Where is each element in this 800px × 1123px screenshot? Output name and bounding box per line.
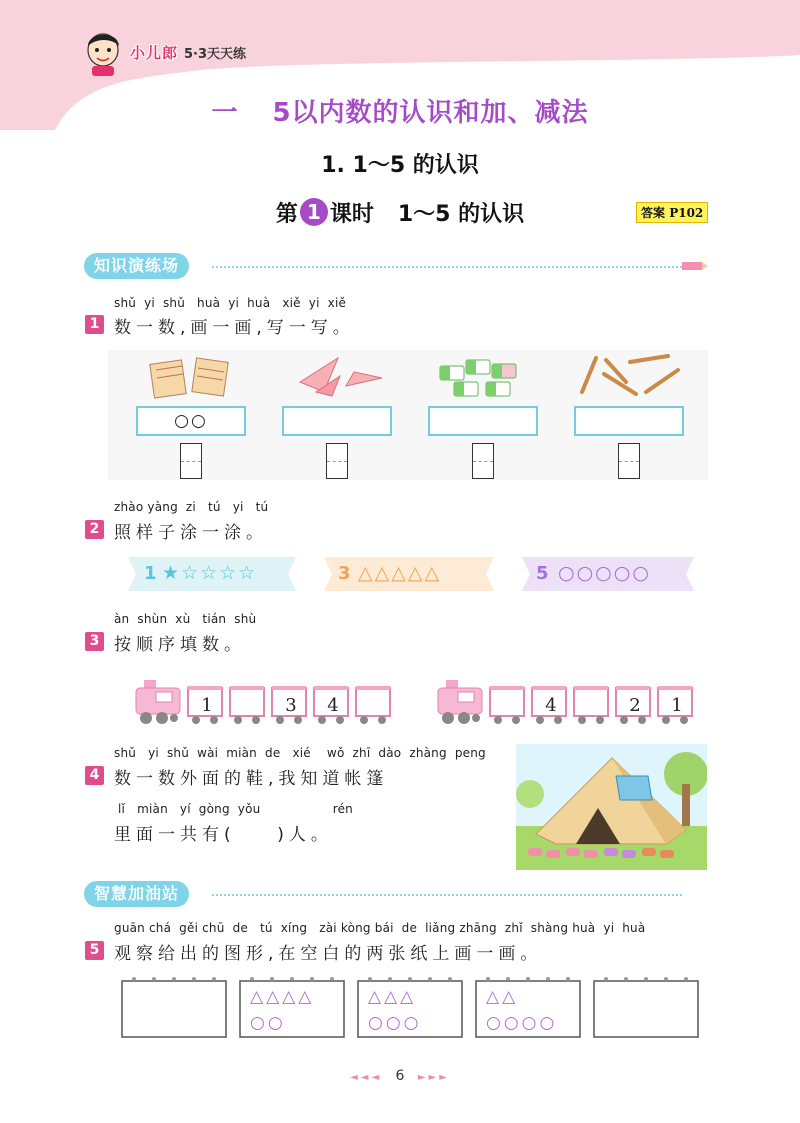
q3-pinyin: àn shùn xù tián shù xyxy=(114,612,257,626)
q1-draw-box-1[interactable]: ○○ xyxy=(136,406,246,436)
prev-arrows-icon: ◄◄◄ xyxy=(350,1072,383,1083)
q1-write-box-2[interactable] xyxy=(326,443,348,479)
pencil-icon xyxy=(682,262,708,270)
paper-4-triangles: △△ xyxy=(486,987,519,1007)
unit-number: 一 xyxy=(211,98,239,128)
section-title: 1. 1～5 的认识 xyxy=(321,153,479,178)
q4-text-line2[interactable]: 里面一共有( )人。 xyxy=(114,825,333,845)
erasers-icon xyxy=(436,356,526,400)
q5-paper-3 xyxy=(356,975,464,1039)
ribbon-1-number: 1 xyxy=(144,563,157,584)
q5-paper-2 xyxy=(238,975,346,1039)
train-2-car-2[interactable]: 4 xyxy=(545,695,557,716)
train-1-car-1[interactable]: 1 xyxy=(201,695,213,716)
q5-paper-blank-2[interactable] xyxy=(592,975,700,1039)
q4-pinyin-line2: lǐ miàn yí gòng yǒu rén xyxy=(118,802,353,816)
answer-label: 答案 xyxy=(641,206,666,220)
unit-title-text: 5以内数的认识和加、减法 xyxy=(272,98,589,128)
lesson-suffix: 课时 xyxy=(329,202,374,227)
q2-number: 2 xyxy=(85,520,104,539)
q1-write-box-3[interactable] xyxy=(472,443,494,479)
train-1-car-4[interactable]: 4 xyxy=(327,695,339,716)
q3-number: 3 xyxy=(85,632,104,651)
page-number: 6 xyxy=(395,1068,405,1084)
q5-paper-4 xyxy=(474,975,582,1039)
ribbon-stars xyxy=(128,557,296,591)
q4-text-line1: 数一数外面的鞋,我知道帐篷 xyxy=(114,769,389,789)
paper-4-circles: ○○○○ xyxy=(486,1013,558,1033)
ribbon-3-shapes[interactable]: ○○○○○ xyxy=(558,562,651,584)
train-2 xyxy=(432,678,694,728)
train-1-car-3[interactable]: 3 xyxy=(285,695,297,716)
banner-dotted-line xyxy=(212,266,682,268)
q2-pinyin: zhào yàng zi tú yi tú xyxy=(114,500,269,514)
next-arrows-icon: ►►► xyxy=(417,1072,450,1083)
lesson-prefix: 第 xyxy=(275,202,298,227)
ribbon-circles xyxy=(522,557,694,591)
q5-text: 观察给出的图形,在空白的两张纸上画一画。 xyxy=(114,944,543,964)
q1-text: 数一数,画一画,写一写。 xyxy=(114,318,355,338)
ribbon-2-shapes[interactable]: △△△△△ xyxy=(358,562,442,584)
brand-header xyxy=(82,28,246,76)
q1-draw-box-4[interactable] xyxy=(574,406,684,436)
q1-write-box-1[interactable] xyxy=(180,443,202,479)
banner-dotted-line xyxy=(212,894,682,896)
notebooks-icon xyxy=(148,354,238,400)
q4-pinyin-line1: shǔ yi shǔ wài miàn de xié wǒ zhī dào zhàng peng xyxy=(114,746,486,760)
ribbon-1-shapes[interactable]: ★☆☆☆☆ xyxy=(162,562,258,584)
brand-name: 小儿郎 xyxy=(130,43,179,62)
paper-planes-icon xyxy=(296,352,386,398)
q1-number: 1 xyxy=(85,315,104,334)
q1-draw-box-3[interactable] xyxy=(428,406,538,436)
ribbon-3-number: 5 xyxy=(536,563,549,584)
wisdom-banner: 智慧加油站 xyxy=(84,881,189,907)
lesson-number-badge: 1 xyxy=(300,198,328,226)
page-footer xyxy=(0,1068,800,1084)
ribbon-2-number: 3 xyxy=(338,563,351,584)
paper-3-triangles: △△△ xyxy=(368,987,417,1007)
answer-reference[interactable] xyxy=(636,202,708,223)
train-2-car-4[interactable]: 2 xyxy=(629,695,641,716)
q1-draw-box-2[interactable] xyxy=(282,406,392,436)
q1-pinyin: shǔ yi shǔ huà yi huà xiě yi xiě xyxy=(114,296,347,310)
brand-series: 5·3天天练 xyxy=(184,46,247,62)
answer-page: P102 xyxy=(669,206,704,220)
q5-number: 5 xyxy=(85,941,104,960)
lesson-topic: 1～5 的认识 xyxy=(397,202,525,227)
q2-text: 照样子涂一涂。 xyxy=(114,523,268,543)
q1-write-box-4[interactable] xyxy=(618,443,640,479)
train-1 xyxy=(130,678,392,728)
paper-3-circles: ○○○ xyxy=(368,1013,422,1033)
q4-number: 4 xyxy=(85,766,104,785)
q3-text: 按顺序填数。 xyxy=(114,635,246,655)
unit-title xyxy=(0,92,800,129)
train-2-car-5[interactable]: 1 xyxy=(671,695,683,716)
pencils-icon xyxy=(576,352,686,400)
q5-paper-blank-1[interactable] xyxy=(120,975,228,1039)
ribbon-triangles xyxy=(324,557,494,591)
tent-picture xyxy=(516,744,707,870)
mascot-boy-icon xyxy=(82,28,124,76)
practice-banner: 知识演练场 xyxy=(84,253,189,279)
paper-2-triangles: △△△△ xyxy=(250,987,315,1007)
q5-pinyin: guān chá gěi chū de tú xíng zài kòng bái de liǎng zhāng zhǐ shàng huà yi huà xyxy=(114,921,646,935)
paper-2-circles: ○○ xyxy=(250,1013,286,1033)
